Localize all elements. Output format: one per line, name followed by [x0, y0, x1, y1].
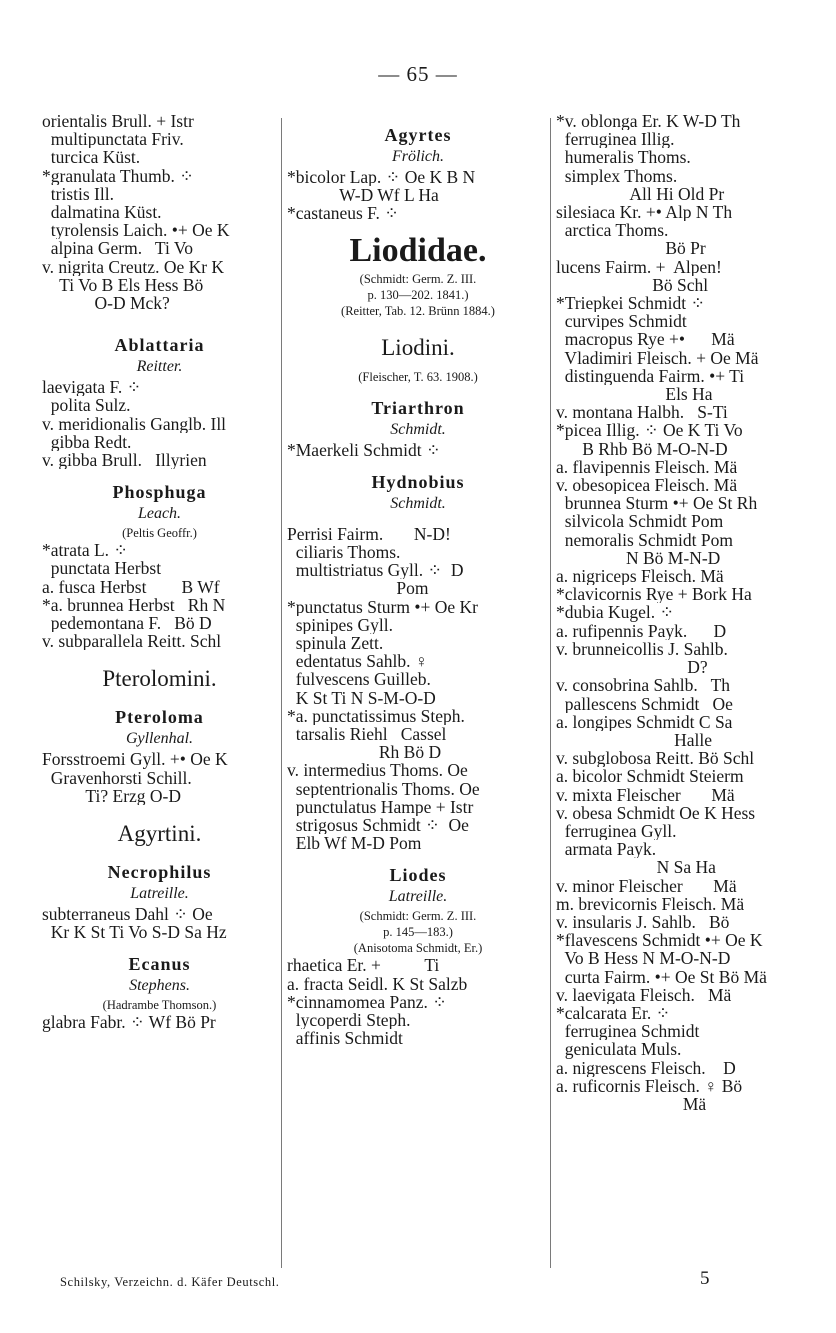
reference-note: (Schmidt: Germ. Z. III.	[359, 909, 477, 924]
family-heading: Liodidae.	[349, 231, 487, 269]
entry-line: Bö Pr	[556, 239, 706, 258]
author-name: Gyllenhal.	[125, 730, 194, 748]
entry-line: gibba Redt.	[42, 432, 132, 452]
entry-line: W-D Wf L Ha	[287, 186, 439, 205]
entry-line: *punctatus Sturm •+ Oe Kr	[287, 597, 478, 616]
entry-line: Forsstroemi Gyll. +• Oe K	[42, 750, 228, 769]
entry-line: orientalis Brull. + Istr	[42, 112, 194, 131]
entry-line: subterraneus Dahl ⁘ Oe	[42, 905, 213, 924]
entry-line: affinis Schmidt	[287, 1029, 403, 1048]
entry-line: All Hi Old Pr	[556, 184, 725, 204]
entry-line: armata Payk.	[556, 840, 657, 859]
entry-line: punctulatus Hampe + Istr	[287, 797, 474, 817]
entry-line: brunnea Sturm •+ Oe St Rh	[556, 494, 758, 513]
page-number: — 65 —	[378, 62, 458, 86]
column-left	[42, 112, 277, 1032]
entry-line: ferruginea Gyll.	[556, 821, 677, 841]
author-name: Stephens.	[129, 977, 190, 995]
author-name: Frölich.	[392, 148, 444, 165]
entry-line: v. obesa Schmidt Oe K Hess	[556, 803, 756, 822]
entry-line: a. longipes Schmidt C Sa	[556, 712, 733, 731]
entry-line: Rh Bö D	[287, 743, 442, 762]
entry-line: *bicolor Lap. ⁘ Oe K B N	[287, 168, 476, 187]
entry-line: *picea Illig. ⁘ Oe K Ti Vo	[556, 421, 743, 440]
entry-line: pedemontana F. Bö D	[42, 614, 212, 633]
reference-note: (Reitter, Tab. 12. Brünn 1884.)	[341, 303, 495, 318]
spacer	[287, 515, 549, 525]
entry-line: ciliaris Thoms.	[287, 543, 401, 562]
entry-line: v. mixta Fleischer Mä	[556, 785, 735, 804]
entry-line: v. intermedius Thoms. Oe	[287, 761, 468, 780]
entry-line: v. brunneicollis J. Sahlb.	[556, 639, 728, 659]
genus-heading: Necrophilus	[107, 862, 212, 883]
column-middle	[287, 112, 549, 1047]
tribe-heading: Liodini.	[381, 334, 455, 360]
entry-line: ferruginea Illig.	[556, 130, 675, 149]
entry-line: lycoperdi Steph.	[287, 1011, 411, 1030]
entry-line: a. nigriceps Fleisch. Mä	[556, 567, 724, 586]
entry-line: Kr K St Ti Vo S-D Sa Hz	[42, 923, 227, 942]
entry-line: *clavicornis Rye + Bork Ha	[556, 585, 752, 604]
entry-line: *atrata L. ⁘	[42, 541, 129, 560]
entry-line: arctica Thoms.	[556, 221, 669, 240]
reference-note: (Hadrambe Thomson.)	[102, 998, 217, 1013]
entry-line: geniculata Muls.	[556, 1040, 682, 1059]
entry-line: a. ruficornis Fleisch. ♀ Bö	[556, 1076, 743, 1095]
entry-line: *flavescens Schmidt •+ Oe K	[556, 931, 763, 950]
genus-heading: Triarthron	[371, 397, 465, 418]
entry-line: B Rhb Bö M-O-N-D	[556, 439, 728, 458]
entry-line: N Sa Ha	[556, 858, 716, 877]
entry-line: a. flavipennis Fleisch. Mä	[556, 457, 738, 477]
author-name: Reitter.	[136, 358, 183, 376]
entry-line: Vo B Hess N M-O-N-D	[556, 949, 731, 968]
entry-line: spinipes Gyll.	[287, 615, 393, 635]
genus-heading: Pteroloma	[115, 707, 204, 728]
tribe-heading: Pterolomini.	[102, 666, 217, 692]
tribe-heading: Agyrtini.	[117, 821, 202, 847]
entry-line: Perrisi Fairm. N-D!	[287, 524, 451, 544]
entry-line: *castaneus F. ⁘	[287, 204, 399, 223]
genus-heading: Ablattaria	[114, 335, 205, 356]
entry-line: edentatus Sahlb. ♀	[287, 652, 428, 671]
entry-line: v. nigrita Creutz. Oe Kr K	[42, 257, 225, 276]
entry-line: tarsalis Riehl Cassel	[287, 725, 447, 744]
entry-line: Bö Schl	[556, 275, 709, 295]
entry-line: distinguenda Fairm. •+ Ti	[556, 366, 745, 386]
entry-line: turcica Küst.	[42, 148, 141, 167]
entry-line: humeralis Thoms.	[556, 148, 691, 167]
entry-line: Mä	[556, 1094, 707, 1114]
entry-line: Vladimiri Fleisch. + Oe Mä	[556, 348, 759, 367]
reference-note: (Schmidt: Germ. Z. III.	[359, 271, 477, 286]
genus-heading: Liodes	[389, 865, 447, 886]
genus-heading: Hydnobius	[371, 471, 465, 492]
reference-note: (Fleischer, T. 63. 1908.)	[358, 369, 478, 384]
entry-line: K St Ti N S-M-O-D	[287, 688, 436, 707]
entry-line: rhaetica Er. + Ti	[287, 956, 440, 975]
entry-line: Els Ha	[556, 385, 713, 404]
column-divider	[550, 118, 551, 1268]
reference-note: (Anisotoma Schmidt, Er.)	[353, 941, 483, 956]
entry-line: simplex Thoms.	[556, 166, 678, 185]
author-name: Latreille.	[130, 885, 189, 903]
entry-line: N Bö M-N-D	[556, 548, 721, 568]
entry-line: v. minor Fleischer Mä	[556, 876, 737, 895]
author-name: Latreille.	[388, 888, 448, 906]
entry-line: multistriatus Gyll. ⁘ D	[287, 561, 464, 580]
entry-line: silvicola Schmidt Pom	[556, 512, 724, 531]
entry-line: v. meridionalis Ganglb. Ill	[42, 414, 227, 433]
entry-line: tristis Ill.	[42, 184, 114, 204]
entry-line: ferruginea Schmidt	[556, 1022, 700, 1041]
entry-line: a. fusca Herbst B Wf	[42, 577, 220, 596]
entry-line: *dubia Kugel. ⁘	[556, 603, 675, 622]
entry-line: a. bicolor Schmidt Steierm	[556, 767, 744, 786]
entry-line: v. gibba Brull. Illyrien	[42, 451, 207, 470]
entry-line: *Maerkeli Schmidt ⁘	[287, 440, 441, 459]
entry-line: *granulata Thumb. ⁘	[42, 166, 194, 185]
column-right	[556, 112, 824, 1113]
entry-line: laevigata F. ⁘	[42, 378, 142, 397]
entry-line: curta Fairm. •+ Oe St Bö Mä	[556, 967, 767, 986]
entry-line: m. brevicornis Fleisch. Mä	[556, 894, 745, 913]
entry-line: fulvescens Guilleb.	[287, 670, 431, 689]
entry-line: Gravenhorsti Schill.	[42, 768, 192, 787]
entry-line: *calcarata Er. ⁘	[556, 1003, 671, 1023]
entry-line: septentrionalis Thoms. Oe	[287, 779, 480, 798]
reference-note: p. 145—183.)	[383, 925, 453, 940]
entry-line: Halle	[556, 730, 713, 750]
entry-line: glabra Fabr. ⁘ Wf Bö Pr	[42, 1013, 216, 1032]
author-name: Schmidt.	[390, 494, 446, 512]
entry-line: alpina Germ. Ti Vo	[42, 239, 194, 258]
entry-line: strigosus Schmidt ⁘ Oe	[287, 816, 469, 835]
entry-line: a. nigrescens Fleisch. D	[556, 1058, 736, 1077]
entry-line: *a. punctatissimus Steph.	[287, 706, 465, 726]
entry-line: lucens Fairm. + Alpen!	[556, 257, 722, 276]
entry-line: curvipes Schmidt	[556, 312, 687, 331]
genus-heading: Ecanus	[128, 954, 191, 975]
entry-line: macropus Rye +• Mä	[556, 330, 735, 349]
entry-line: v. laevigata Fleisch. Mä	[556, 985, 732, 1004]
author-name: Leach.	[137, 505, 182, 523]
entry-line: Ti Vo B Els Hess Bö	[42, 275, 204, 295]
reference-note: p. 130—202. 1841.)	[367, 287, 469, 302]
entry-line: tyrolensis Laich. •+ Oe K	[42, 221, 230, 240]
entry-line: v. montana Halbh. S-Ti	[556, 403, 728, 422]
entry-line: Pom	[287, 579, 429, 598]
entry-line: a. fracta Seidl. K St Salzb	[287, 974, 468, 993]
entry-line: silesiaca Kr. +• Alp N Th	[556, 203, 733, 222]
genus-heading: Agyrtes	[384, 125, 452, 145]
entry-line: v. consobrina Sahlb. Th	[556, 676, 731, 695]
entry-line: dalmatina Küst.	[42, 203, 162, 222]
footer-page-number: 5	[700, 1268, 710, 1289]
reference-note: (Peltis Geoffr.)	[122, 526, 197, 541]
spacer	[42, 312, 277, 322]
entry-line: Elb Wf M-D Pom	[287, 834, 422, 853]
entry-line: pallescens Schmidt Oe	[556, 694, 733, 713]
entry-line: a. rufipennis Payk. D	[556, 621, 727, 640]
entry-line: v. subglobosa Reitt. Bö Schl	[556, 749, 755, 768]
entry-line: *v. oblonga Er. K W-D Th	[556, 112, 741, 131]
entry-line: *Triepkei Schmidt ⁘	[556, 294, 706, 313]
column-divider	[281, 118, 282, 1268]
entry-line: nemoralis Schmidt Pom	[556, 530, 733, 549]
entry-line: *cinnamomea Panz. ⁘	[287, 992, 447, 1012]
author-name: Schmidt.	[390, 420, 446, 438]
entry-line: *a. brunnea Herbst Rh N	[42, 595, 226, 615]
entry-line: polita Sulz.	[42, 396, 131, 415]
genus-heading: Phosphuga	[112, 482, 207, 503]
entry-line: multipunctata Friv.	[42, 130, 184, 149]
entry-line: v. obesopicea Fleisch. Mä	[556, 476, 738, 495]
entry-line: v. subparallela Reitt. Schl	[42, 632, 222, 651]
entry-line: O-D Mck?	[42, 294, 170, 313]
entry-line: punctata Herbst	[42, 559, 162, 578]
footer-source: Schilsky, Verzeichn. d. Käfer Deutschl.	[60, 1275, 280, 1289]
entry-line: spinula Zett.	[287, 634, 384, 653]
entry-line: v. insularis J. Sahlb. Bö	[556, 912, 730, 932]
entry-line: D?	[556, 658, 708, 677]
entry-line: Ti? Erzg O-D	[42, 786, 182, 806]
